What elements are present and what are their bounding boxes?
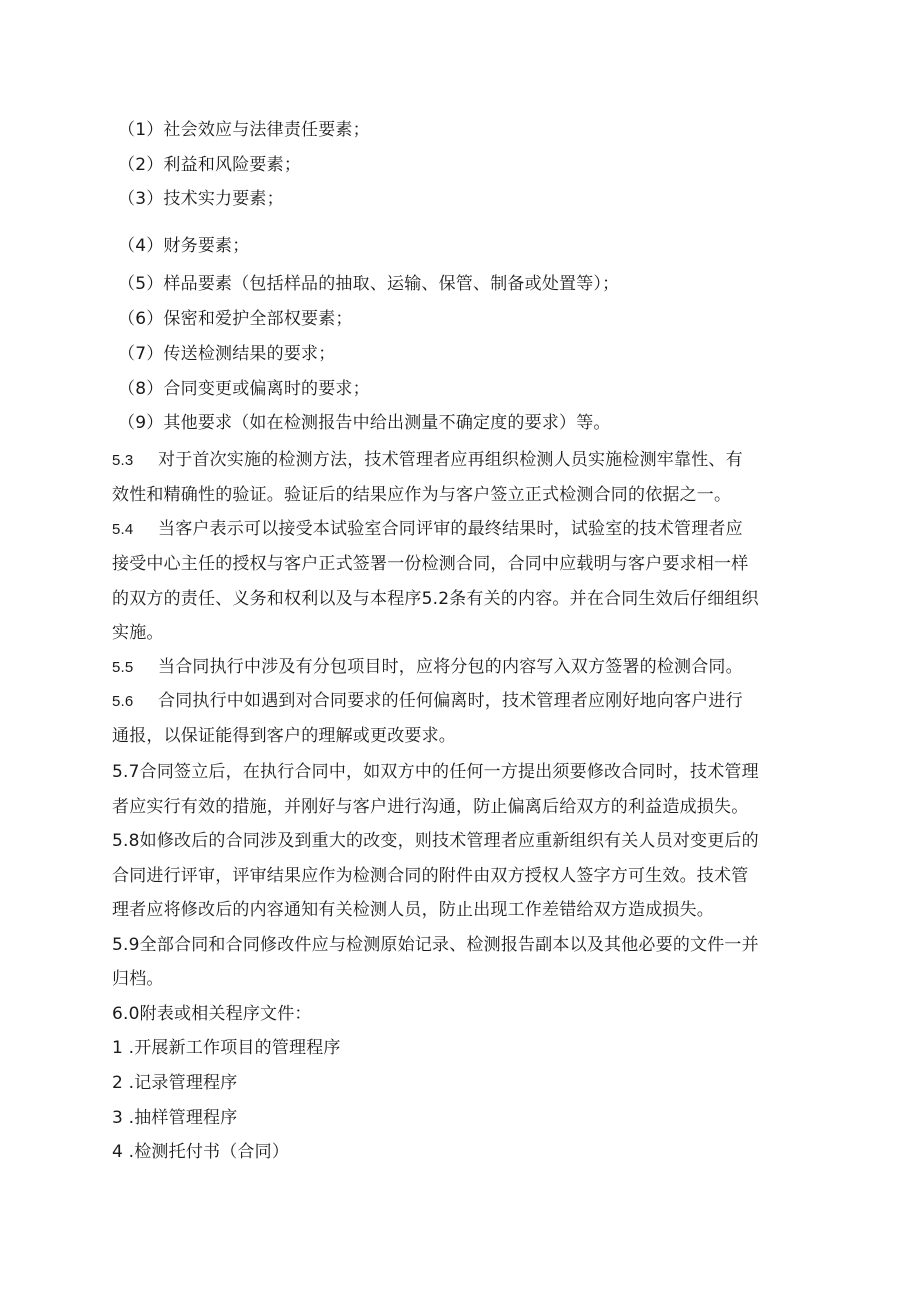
requirement-item-2: （2）利益和风险要素； [118,155,302,175]
section-5-6-line-2: 通报，以保证能得到客户的理解或更改要求。 [112,726,456,746]
section-text: 对于首次实施的检测方法，技术管理者应再组织检测人员实施检测牢靠性、有 [158,450,743,470]
related-doc-item-1: 1 .开展新工作项目的管理程序 [112,1038,341,1058]
section-5-8-line-3: 理者应将修改后的内容通知有关检测人员，防止出现工作差错给双方造成损失。 [112,900,714,920]
section-5-8-line-1: 5.8如修改后的合同涉及到重大的改变，则技术管理者应重新组织有关人员对变更后的 [112,831,759,851]
section-number: 5.4 [112,521,134,538]
requirement-item-5: （5）样品要素（包括样品的抽取、运输、保管、制备或处置等）； [118,274,620,294]
section-5-3-line-1 [112,448,743,473]
section-text: 当客户表示可以接受本试验室合同评审的最终结果时，试验室的技术管理者应 [158,519,743,539]
related-doc-item-4: 4 .检测托付书（合同） [112,1142,290,1162]
section-text: 合同执行中如遇到对合同要求的任何偏离时，技术管理者应刚好地向客户进行 [158,691,743,711]
related-doc-item-3: 3 .抽样管理程序 [112,1108,238,1128]
section-number: 5.5 [112,659,134,676]
section-5-4-line-1 [112,517,743,542]
requirement-item-3: （3）技术实力要素； [118,189,284,209]
section-5-9-line-2: 归档。 [112,969,164,989]
section-6-0-heading: 6.0附表或相关程序文件： [112,1004,312,1024]
requirement-item-8: （8）合同变更或偏离时的要求； [118,379,370,399]
section-number: 5.6 [112,693,134,710]
section-number: 5.3 [112,452,134,469]
section-text: 当合同执行中涉及有分包项目时，应将分包的内容写入双方签署的检测合同。 [158,657,743,677]
section-5-7-line-2: 者应实行有效的措施，并刚好与客户进行沟通，防止偏离后给双方的利益造成损失。 [112,797,749,817]
section-5-7-line-1: 5.7合同签立后，在执行合同中，如双方中的任何一方提出须要修改合同时，技术管理 [112,762,759,782]
requirement-item-7: （7）传送检测结果的要求； [118,344,336,364]
related-doc-item-2: 2 .记录管理程序 [112,1073,238,1093]
requirement-item-6: （6）保密和爱护全部权要素； [118,309,353,329]
section-5-4-line-4: 实施。 [112,623,164,643]
section-5-3-line-2: 效性和精确性的验证。验证后的结果应作为与客户签立正式检测合同的依据之一。 [112,485,732,505]
section-5-4-line-3: 的双方的责任、义务和权利以及与本程序5.2条有关的内容。并在合同生效后仔细组织 [112,589,759,609]
section-5-4-line-2: 接受中心主任的授权与客户正式签署一份检测合同，合同中应载明与客户要求相一样 [112,554,749,574]
section-5-8-line-2: 合同进行评审，评审结果应作为检测合同的附件由双方授权人签字方可生效。技术管 [112,866,749,886]
requirement-item-4: （4）财务要素； [118,236,250,256]
requirement-item-9: （9）其他要求（如在检测报告中给出测量不确定度的要求）等。 [118,413,611,433]
requirement-item-1: （1）社会效应与法律责任要素； [118,120,370,140]
section-5-5-line-1 [112,655,743,680]
section-5-9-line-1: 5.9全部合同和合同修改件应与检测原始记录、检测报告副本以及其他必要的文件一并 [112,935,759,955]
section-5-6-line-1 [112,689,743,714]
